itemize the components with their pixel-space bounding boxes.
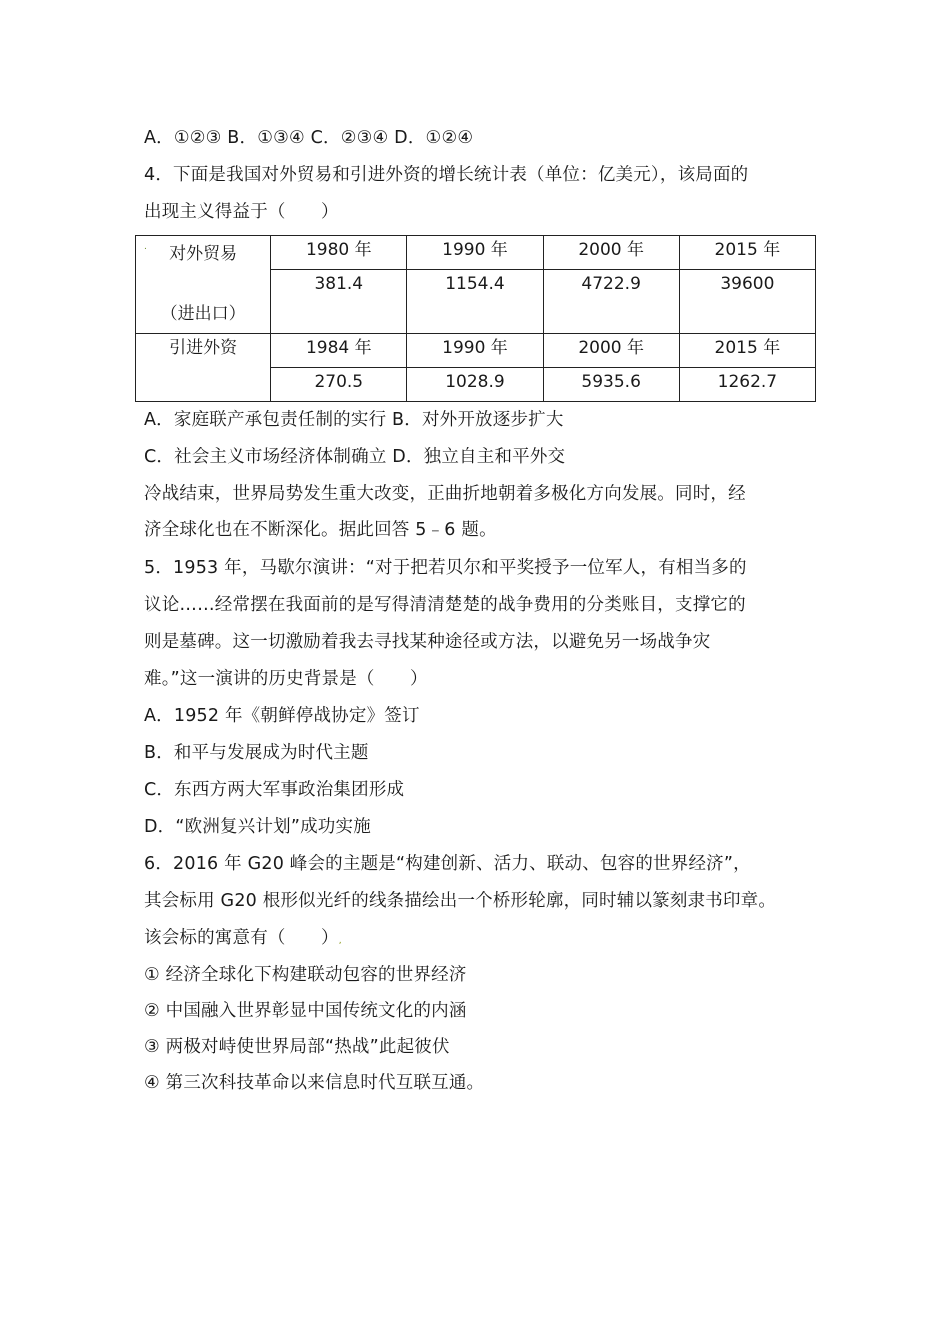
q6-line2: 其会标用 G20 根形似光纤的线条描绘出一个桥形轮廓，同时辅以篆刻隶书印章。 [144, 891, 777, 911]
invest-year-cell: 1984 年 [271, 334, 407, 368]
trade-value-cell: 1154.4 [407, 270, 543, 334]
q6-item4: ④ 第三次科技革命以来信息时代互联互通。 [144, 1073, 485, 1093]
marker-dot-icon: . [144, 242, 147, 252]
q5-option-d: D．“欧洲复兴计划”成功实施 [144, 817, 371, 837]
q6-item2: ② 中国融入世界彰显中国传统文化的内涵 [144, 1001, 467, 1021]
trade-value-cell: 39600 [679, 270, 815, 334]
q4-options-line2: C．社会主义市场经济体制确立 D．独立自主和平外交 [144, 447, 566, 467]
q4-stem-line1: 4．下面是我国对外贸易和引进外资的增长统计表（单位：亿美元），该局面的 [144, 165, 749, 185]
invest-value-cell: 5935.6 [543, 368, 679, 402]
trade-year-cell: 1990 年 [407, 236, 543, 270]
trade-stats-table [135, 235, 816, 402]
invest-year-cell: 2015 年 [679, 334, 815, 368]
invest-value-cell: 270.5 [271, 368, 407, 402]
intro-line2: 济全球化也在不断深化。据此回答 5﹣6 题。 [144, 520, 497, 540]
q6-item3: ③ 两极对峙使世界局部“热战”此起彼伏 [144, 1037, 450, 1057]
invest-value-cell: 1262.7 [679, 368, 815, 402]
q4-options-line1: A．家庭联产承包责任制的实行 B．对外开放逐步扩大 [144, 410, 564, 430]
invest-year-cell: 1990 年 [407, 334, 543, 368]
trade-year-cell: 1980 年 [271, 236, 407, 270]
q6-line3: 该会标的寓意有（ ） [144, 928, 339, 948]
q5-line1: 5．1953 年，马歇尔演讲：“对于把若贝尔和平奖授予一位军人，有相当多的 [144, 558, 747, 578]
trade-year-cell: 2015 年 [679, 236, 815, 270]
invest-value-cell: 1028.9 [407, 368, 543, 402]
invest-category-cell: 引进外资 [136, 334, 271, 402]
q5-line4: 难。”这一演讲的历史背景是（ ） [144, 669, 428, 689]
trade-category-cell [136, 236, 271, 334]
q5-option-a: A．1952 年《朝鲜停战协定》签订 [144, 706, 420, 726]
q5-option-b: B．和平与发展成为时代主题 [144, 743, 369, 763]
trade-value-cell: 381.4 [271, 270, 407, 334]
q5-option-c: C．东西方两大军事政治集团形成 [144, 780, 405, 800]
trade-label-bottom: （进出口） [160, 304, 246, 324]
q5-line2: 议论……经常摆在我面前的是写得清清楚楚的战争费用的分类账目，支撑它的 [144, 595, 746, 615]
marker-dot-icon: , [338, 936, 342, 946]
q6-item1: ① 经济全球化下构建联动包容的世界经济 [144, 965, 467, 985]
q3-options: A．①②③ B．①③④ C．②③④ D．①②④ [144, 128, 474, 148]
q6-line3-wrap [144, 926, 342, 953]
q4-stem-line2: 出现主义得益于（ ） [144, 202, 339, 222]
trade-label-top: 对外贸易 [169, 244, 238, 264]
intro-line1: 冷战结束，世界局势发生重大改变，正曲折地朝着多极化方向发展。同时，经 [144, 484, 746, 504]
invest-year-cell: 2000 年 [543, 334, 679, 368]
trade-value-cell: 4722.9 [543, 270, 679, 334]
q5-line3: 则是墓碑。这一切激励着我去寻找某种途径或方法，以避免另一场战争灾 [144, 632, 711, 652]
q6-line1: 6．2016 年 G20 峰会的主题是“构建创新、活力、联动、包容的世界经济”， [144, 854, 751, 874]
trade-year-cell: 2000 年 [543, 236, 679, 270]
